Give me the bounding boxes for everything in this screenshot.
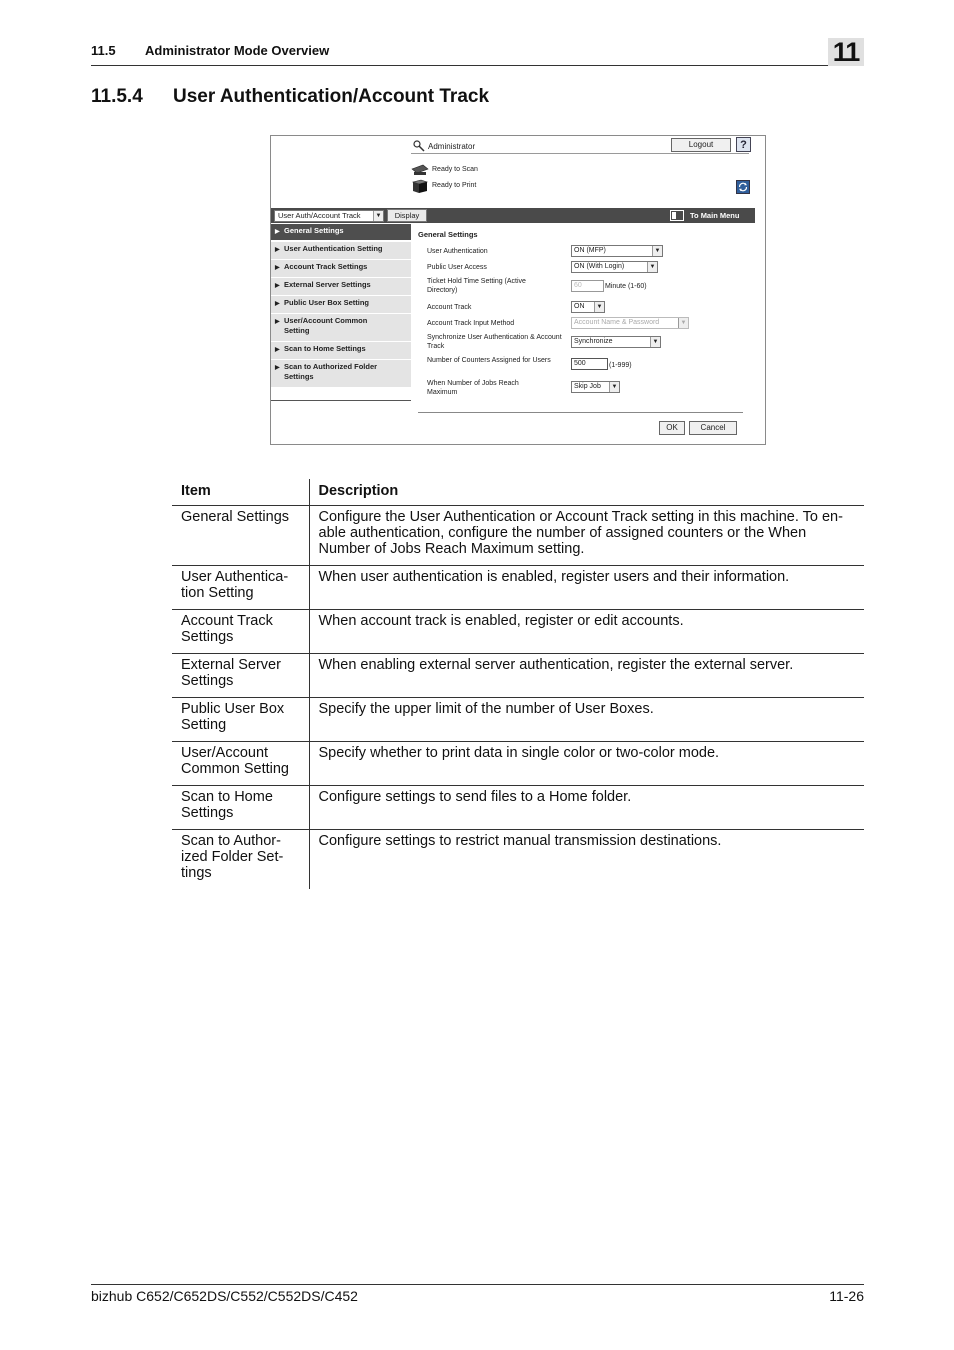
item-cell: Scan to Home Settings (172, 785, 309, 829)
item-cell: Public User Box Setting (172, 697, 309, 741)
sidebar-item-label: Scan to Authorized Folder Settings (284, 362, 378, 381)
input-method-label: Account Track Input Method (427, 320, 515, 327)
table-header-row (172, 479, 864, 505)
item-cell: General Settings (172, 505, 309, 565)
user-auth-label: User Authentication (427, 248, 488, 255)
chevron-down-icon: ▼ (647, 262, 657, 272)
sidebar-item-account-track[interactable] (271, 260, 411, 278)
cancel-button[interactable]: Cancel (689, 421, 737, 435)
sidebar-item-label: Scan to Home Settings (284, 344, 366, 353)
account-track-label: Account Track (427, 304, 472, 311)
form-title: General Settings (418, 230, 478, 239)
admin-key-icon (413, 140, 425, 152)
public-access-value: ON (With Login) (574, 263, 625, 270)
description-cell: When account track is enabled, register or edit accounts. (309, 609, 864, 653)
chevron-down-icon: ▼ (373, 211, 383, 221)
menu-select[interactable] (274, 210, 384, 222)
sidebar-item-user-authentication[interactable] (271, 242, 411, 260)
item-cell: User/Account Common Setting (172, 741, 309, 785)
heading-number: 11.5.4 (91, 86, 143, 107)
arrow-right-icon: ▶ (275, 347, 280, 353)
sidebar-item-label: General Settings (284, 226, 344, 235)
sidebar-divider (271, 400, 411, 401)
menu-select-value: User Auth/Account Track (278, 211, 361, 220)
page-footer (91, 1284, 864, 1304)
chevron-down-icon: ▼ (678, 318, 688, 328)
description-cell: When user authentication is enabled, register users and their information. (309, 565, 864, 609)
footer-model: bizhub C652/C652DS/C552/C552DS/C452 (91, 1288, 358, 1304)
arrow-right-icon: ▶ (275, 319, 280, 325)
table-row (172, 741, 864, 785)
sidebar-item-external-server[interactable] (271, 278, 411, 296)
item-cell: Account Track Settings (172, 609, 309, 653)
synchronize-label: Synchronize User Authentication & Account Track (427, 334, 562, 350)
chevron-down-icon: ▼ (650, 337, 660, 347)
arrow-right-icon: ▶ (275, 365, 280, 371)
table-row (172, 565, 864, 609)
public-access-select[interactable] (571, 261, 658, 273)
counters-suffix: (1-999) (609, 362, 632, 369)
synchronize-value: Synchronize (574, 338, 613, 345)
printer-icon (411, 179, 429, 193)
heading-title: User Authentication/Account Track (173, 86, 490, 107)
refresh-icon[interactable] (736, 180, 750, 194)
admin-label: Administrator (428, 142, 476, 151)
description-cell: Configure settings to restrict manual transmission destinations. (318, 832, 722, 849)
item-cell: User Authentica-tion Setting (172, 565, 309, 609)
jobs-max-value: Skip Job (574, 383, 601, 390)
page-number: 11-26 (829, 1288, 864, 1304)
chevron-down-icon: ▼ (609, 382, 619, 392)
status-scan: Ready to Scan (432, 166, 478, 173)
display-button[interactable]: Display (387, 209, 427, 222)
table-row (172, 505, 864, 565)
settings-table (172, 479, 864, 889)
column-header-item: Item (172, 479, 309, 505)
section-title: Administrator Mode Overview (145, 43, 330, 58)
ui-screenshot (270, 135, 766, 445)
sidebar-item-general-settings[interactable] (271, 224, 411, 241)
ticket-hold-suffix: Minute (1-60) (605, 283, 647, 290)
arrow-right-icon: ▶ (275, 265, 280, 271)
description-cell: Specify the upper limit of the number of User Boxes. (309, 697, 864, 741)
user-auth-value: ON (MFP) (574, 247, 606, 254)
sidebar-item-label: User/Account Common Setting (284, 316, 368, 335)
sidebar-item-user-account-common[interactable] (271, 314, 411, 342)
description-cell: When enabling external server authentication, register the external server. (309, 653, 864, 697)
table-row (172, 829, 864, 889)
jobs-max-select[interactable] (571, 381, 620, 393)
item-cell: Scan to Author-ized Folder Set-tings (172, 829, 309, 889)
arrow-right-icon: ▶ (275, 283, 280, 289)
sidebar-item-scan-to-authorized-folder[interactable] (271, 360, 411, 388)
sidebar-item-label: External Server Settings (284, 280, 371, 289)
ok-button[interactable]: OK (659, 421, 685, 435)
table-row (172, 697, 864, 741)
scanner-icon (411, 163, 429, 177)
main-menu-icon (670, 210, 684, 221)
to-main-menu-link[interactable]: To Main Menu (690, 211, 740, 220)
counters-input[interactable]: 500 (571, 358, 608, 370)
counters-label: Number of Counters Assigned for Users (427, 357, 551, 364)
item-cell: External Server Settings (172, 653, 309, 697)
chapter-badge: 11 (828, 38, 864, 66)
form-divider (418, 412, 743, 413)
status-print: Ready to Print (432, 182, 477, 189)
admin-divider (411, 153, 749, 154)
ticket-hold-label: Ticket Hold Time Setting (Active Directory) (427, 278, 526, 294)
account-track-select[interactable] (571, 301, 605, 313)
chevron-down-icon: ▼ (652, 246, 662, 256)
input-method-value: Account Name & Password (574, 319, 660, 326)
sidebar-item-scan-to-home[interactable] (271, 342, 411, 360)
sidebar-item-public-user-box[interactable] (271, 296, 411, 314)
table-row (172, 653, 864, 697)
arrow-right-icon: ▶ (275, 301, 280, 307)
arrow-right-icon: ▶ (275, 247, 280, 253)
synchronize-select[interactable] (571, 336, 661, 348)
description-cell: Configure settings to send files to a Home folder. (309, 785, 864, 829)
sidebar-nav (271, 224, 411, 400)
arrow-right-icon: ▶ (275, 229, 280, 235)
account-track-value: ON (574, 303, 585, 310)
user-auth-select[interactable] (571, 245, 663, 257)
table-row (172, 609, 864, 653)
help-icon[interactable]: ? (736, 137, 751, 152)
sidebar-item-label: User Authentication Setting (284, 244, 383, 253)
ticket-hold-input[interactable]: 60 (571, 280, 604, 292)
logout-button[interactable]: Logout (671, 138, 731, 152)
description-cell: Specify whether to print data in single color or two-color mode. (309, 741, 864, 785)
description-cell: Configure the User Authentication or Account Track setting in this machine. To en-able authentication, configure the number of assigned counters or the When Number of Jobs Reach Maximum setting. (309, 505, 864, 565)
running-header (91, 37, 864, 67)
sidebar-item-label: Account Track Settings (284, 262, 368, 271)
page-title (91, 86, 489, 108)
column-header-description: Description (309, 479, 864, 505)
section-number: 11.5 (91, 43, 116, 58)
chevron-down-icon: ▼ (594, 302, 604, 312)
public-access-label: Public User Access (427, 264, 487, 271)
input-method-select[interactable] (571, 317, 689, 329)
table-row (172, 785, 864, 829)
jobs-max-label: When Number of Jobs Reach Maximum (427, 380, 519, 396)
sidebar-item-label: Public User Box Setting (284, 298, 370, 307)
